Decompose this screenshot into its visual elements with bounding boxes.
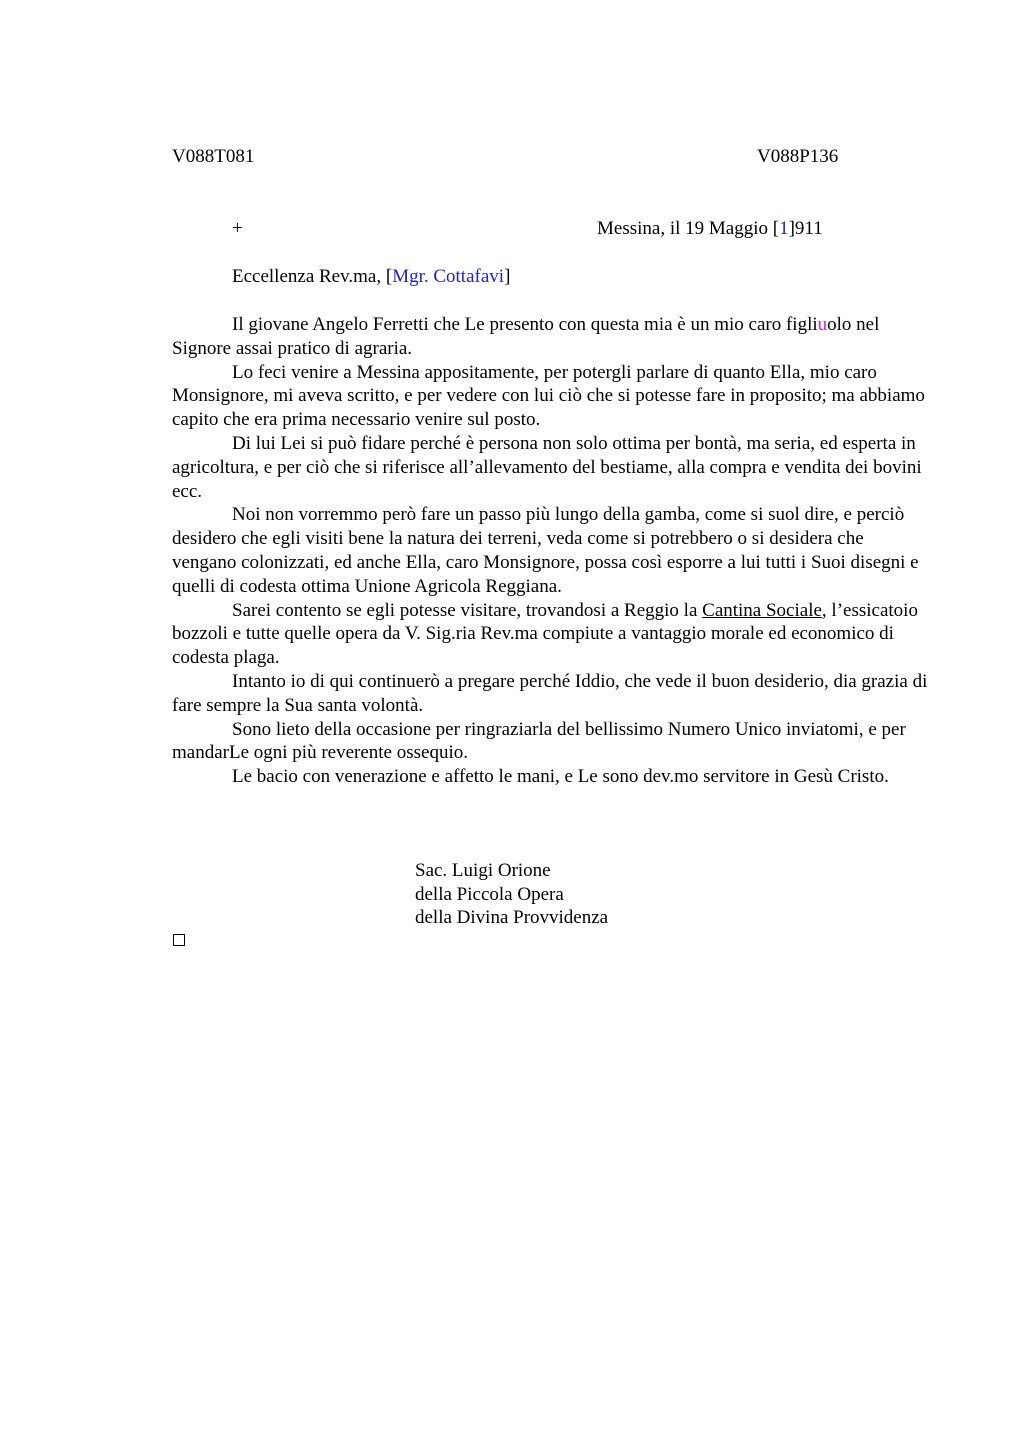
signature-line-2: della Piccola Opera <box>415 883 564 905</box>
bracket-close: ] <box>788 218 795 239</box>
year-digit-editorial: 1 <box>779 218 789 239</box>
document-ref-left: V088T081 <box>172 146 255 167</box>
paragraph-8: Le bacio con venerazione e affetto le mani, e Le sono dev.mo servitore in Gesù Cristo. <box>232 766 889 788</box>
paragraph-5-end: , l’essicatoio bozzoli e tutte quelle opera da V. Sig.ria Rev.ma compiute a vantaggio morale ed economico di codesta plaga. <box>172 599 918 669</box>
paragraph-7: Sono lieto della occasione per ringraziarla del bellissimo Numero Unico inviatomi, e per mandarLe ogni più reverente ossequio. <box>172 718 906 764</box>
paragraph-5 <box>172 599 932 670</box>
paragraph-3: Di lui Lei si può fidare perché è persona non solo ottima per bontà, ma seria, ed esperta in agricoltura, e per ciò che si riferisce all’allevamento del bestiame, alla compra e vendita dei bovini ecc. <box>172 432 922 502</box>
signature-block <box>415 859 608 930</box>
year-rest: 911 <box>794 218 823 239</box>
bracket-close: ] <box>504 266 511 287</box>
cross-symbol: + <box>232 218 243 239</box>
document-ref-right: V088P136 <box>757 146 839 167</box>
dateline <box>597 218 823 240</box>
signature-line-3: della Divina Provvidenza <box>415 907 609 928</box>
empty-box-icon <box>173 934 185 946</box>
paragraph-1 <box>172 313 932 361</box>
paragraph-1-start: Il giovane Angelo Ferretti che Le presento con questa mia è un mio caro figli <box>232 314 818 335</box>
paragraph-4: Noi non vorremmo però fare un passo più lungo della gamba, come si suol dire, e perciò desidero che egli visiti bene la natura dei terreni, veda come si potrebbero o si desidera che vengano colonizzati, ed anche Ella, caro Monsignore, possa così esporre a lui tutti i Suoi disegni e quelli di codesta ottima Unione Agricola Reggiana. <box>172 504 919 597</box>
correction-mark: u <box>817 314 828 335</box>
bracket-open: [ <box>385 266 393 287</box>
underlined-phrase: Cantina Sociale <box>702 599 822 621</box>
place-date: Messina, il 19 Maggio <box>597 218 773 239</box>
salutation <box>232 266 510 288</box>
salutation-text: Eccellenza Rev.ma, <box>232 266 386 287</box>
signature-line-1: Sac. Luigi Orione <box>415 860 551 881</box>
paragraph-1-end: olo nel Signore assai pratico di agraria. <box>172 314 880 359</box>
recipient-name-editorial: Mgr. Cottafavi <box>392 266 505 287</box>
paragraph-6: Intanto io di qui continuerò a pregare perché Iddio, che vede il buon desiderio, dia grazia di fare sempre la Sua santa volontà. <box>172 670 928 716</box>
paragraph-2: Lo feci venire a Messina appositamente, per potergli parlare di quanto Ella, mio caro Monsignore, mi aveva scritto, e per vedere con lui ciò che si potesse fare in proposito; ma abbiamo capito che era prima necessario venire sul posto. <box>172 361 925 431</box>
paragraph-5-start: Sarei contento se egli potesse visitare, trovandosi a Reggio la <box>232 599 703 621</box>
letter-body <box>172 313 932 789</box>
bracket-open: [ <box>772 218 780 239</box>
